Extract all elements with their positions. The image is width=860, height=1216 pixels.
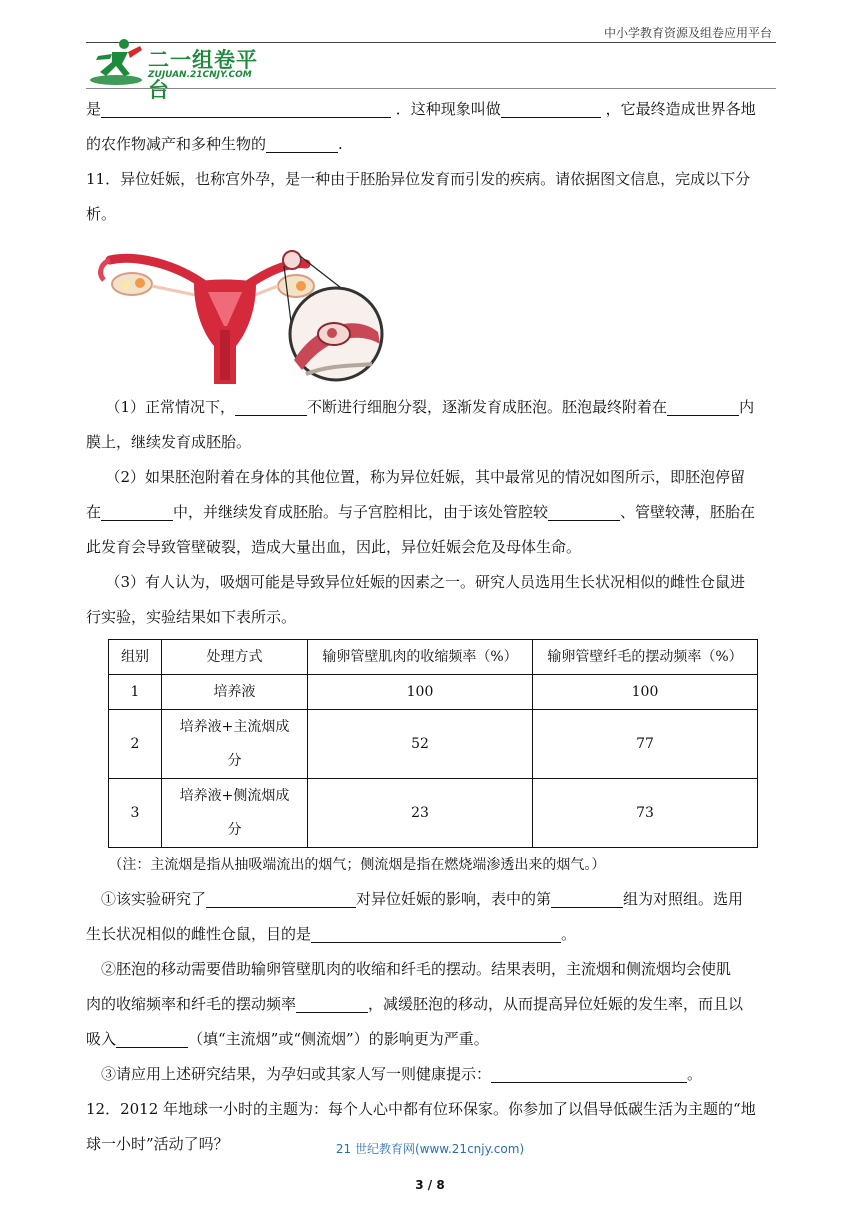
page-content — [86, 92, 776, 1162]
table-header-row — [109, 640, 758, 675]
text: （填“主流烟”或“侧流烟”）的影响更为严重。 — [188, 1030, 489, 1048]
answer-blank[interactable] — [206, 889, 356, 908]
item-3 — [86, 1057, 776, 1092]
logo — [88, 36, 278, 102]
text: ．这种现象叫做 — [395, 100, 501, 118]
answer-blank[interactable] — [235, 397, 307, 416]
table-cell — [162, 710, 308, 779]
platform-name: 中小学教育资源及组卷应用平台 — [603, 26, 772, 40]
text: 对异位妊娠的影响，表中的第 — [356, 890, 552, 908]
table-header: 处理方式 — [162, 640, 308, 675]
subq-2-cont — [86, 495, 776, 530]
experiment-table — [108, 639, 758, 848]
text: 分 — [227, 753, 242, 769]
subq-3-cont: 行实验，实验结果如下表所示。 — [86, 608, 297, 626]
text: 的农作物减产和多种生物的 — [86, 135, 267, 153]
text: . — [338, 135, 343, 153]
text: 内 — [739, 398, 755, 416]
subq-3: （3）有人认为，吸烟可能是导致异位妊娠的因素之一。研究人员选用生长状况相似的雌性仓鼠进 — [105, 573, 746, 591]
text: ③请应用上述研究结果，为孕妇或其家人写一则健康提示： — [101, 1065, 492, 1083]
item-2-cont — [86, 987, 776, 1022]
answer-blank[interactable] — [101, 502, 173, 521]
paragraph-continued-2 — [86, 127, 776, 162]
text: ，减缓胚泡的移动，从而提高异位妊娠的发生率，而且以 — [368, 995, 744, 1013]
answer-blank[interactable] — [667, 397, 739, 416]
text: 组为对照组。选用 — [623, 890, 744, 908]
answer-blank[interactable] — [101, 99, 391, 118]
item-2: ②胚泡的移动需要借助输卵管壁肌肉的收缩和纤毛的摆动。结果表明，主流烟和侧流烟均会使肌 — [101, 960, 732, 978]
text: 培养液+主流烟成 — [179, 719, 290, 735]
item-1 — [86, 882, 776, 917]
table-cell: 23 — [308, 779, 533, 848]
logo-subtitle: ZUJUAN.21CNJY.COM — [148, 70, 252, 80]
text: 分 — [227, 822, 242, 838]
question-11: 11．异位妊娠，也称宫外孕，是一种由于胚胎异位发育而引发的疾病。请依据图文信息，完成以下分 — [86, 170, 751, 188]
table-cell: 培养液 — [162, 675, 308, 710]
answer-blank[interactable] — [266, 134, 338, 153]
table-cell: 73 — [533, 779, 758, 848]
answer-blank[interactable] — [491, 1064, 687, 1083]
item-1-cont — [86, 917, 776, 952]
answer-blank[interactable] — [548, 502, 620, 521]
text: 是 — [86, 100, 102, 118]
text: ①该实验研究了 — [101, 890, 207, 908]
subq-1 — [86, 390, 776, 425]
subq-2-cont-2: 此发育会导致管壁破裂，造成大量出血，因此，异位妊娠会危及母体生命。 — [86, 538, 582, 556]
answer-blank[interactable] — [551, 889, 623, 908]
runner-logo-icon — [88, 36, 148, 88]
table-header: 组别 — [109, 640, 162, 675]
text: 肉的收缩频率和纤毛的摆动频率 — [86, 995, 297, 1013]
answer-blank[interactable] — [311, 924, 561, 943]
text: 生长状况相似的雌性仓鼠，目的是 — [86, 925, 312, 943]
table-cell: 3 — [109, 779, 162, 848]
uterus-diagram — [96, 234, 396, 390]
table-cell: 52 — [308, 710, 533, 779]
text: 吸入 — [86, 1030, 117, 1048]
question-12: 12．2012 年地球一小时的主题为：每个人心中都有位环保家。你参加了以倡导低碳生活为主题的“地 — [86, 1100, 756, 1118]
text: （1）正常情况下， — [105, 398, 236, 416]
table-header: 输卵管壁纤毛的摆动频率（%） — [533, 640, 758, 675]
text: 。 — [561, 925, 577, 943]
text: 中，并继续发育成胚胎。与子宫腔相比，由于该处管腔较 — [173, 503, 549, 521]
footer-site-link[interactable]: 21 世纪教育网(www.21cnjy.com) — [335, 1142, 525, 1156]
table-row — [109, 675, 758, 710]
subq-2: （2）如果胚泡附着在身体的其他位置，称为异位妊娠，其中最常见的情况如图所示，即胚泡停留 — [105, 468, 746, 486]
text: 。 — [687, 1065, 703, 1083]
table-note: （注：主流烟是指从抽吸端流出的烟气；侧流烟是指在燃烧端渗透出来的烟气。） — [108, 857, 606, 873]
page-number: 3 / 8 — [415, 1178, 445, 1192]
text: 在 — [86, 503, 102, 521]
text: 不断进行细胞分裂，逐渐发育成胚泡。胚泡最终附着在 — [307, 398, 668, 416]
table-cell: 1 — [109, 675, 162, 710]
question-12-cont: 球一小时”活动了吗？ — [86, 1135, 229, 1153]
answer-blank[interactable] — [116, 1029, 188, 1048]
item-2-cont-2 — [86, 1022, 776, 1057]
answer-blank[interactable] — [296, 994, 368, 1013]
logo-title: 二一组卷平台 — [148, 48, 258, 102]
table-row — [109, 779, 758, 848]
table-cell: 100 — [308, 675, 533, 710]
paragraph-continued — [86, 92, 776, 127]
table-cell: 77 — [533, 710, 758, 779]
subq-1-cont: 膜上，继续发育成胚胎。 — [86, 433, 252, 451]
answer-blank[interactable] — [501, 99, 601, 118]
text: 培养液+侧流烟成 — [179, 788, 290, 804]
table-cell: 100 — [533, 675, 758, 710]
text: 、管壁较薄，胚胎在 — [620, 503, 756, 521]
table-header: 输卵管壁肌肉的收缩频率（%） — [308, 640, 533, 675]
question-11-cont: 析。 — [86, 205, 117, 223]
text: ，它最终造成世界各地 — [605, 100, 756, 118]
table-cell — [162, 779, 308, 848]
table-cell: 2 — [109, 710, 162, 779]
table-row — [109, 710, 758, 779]
header-rule-lower — [86, 88, 776, 89]
